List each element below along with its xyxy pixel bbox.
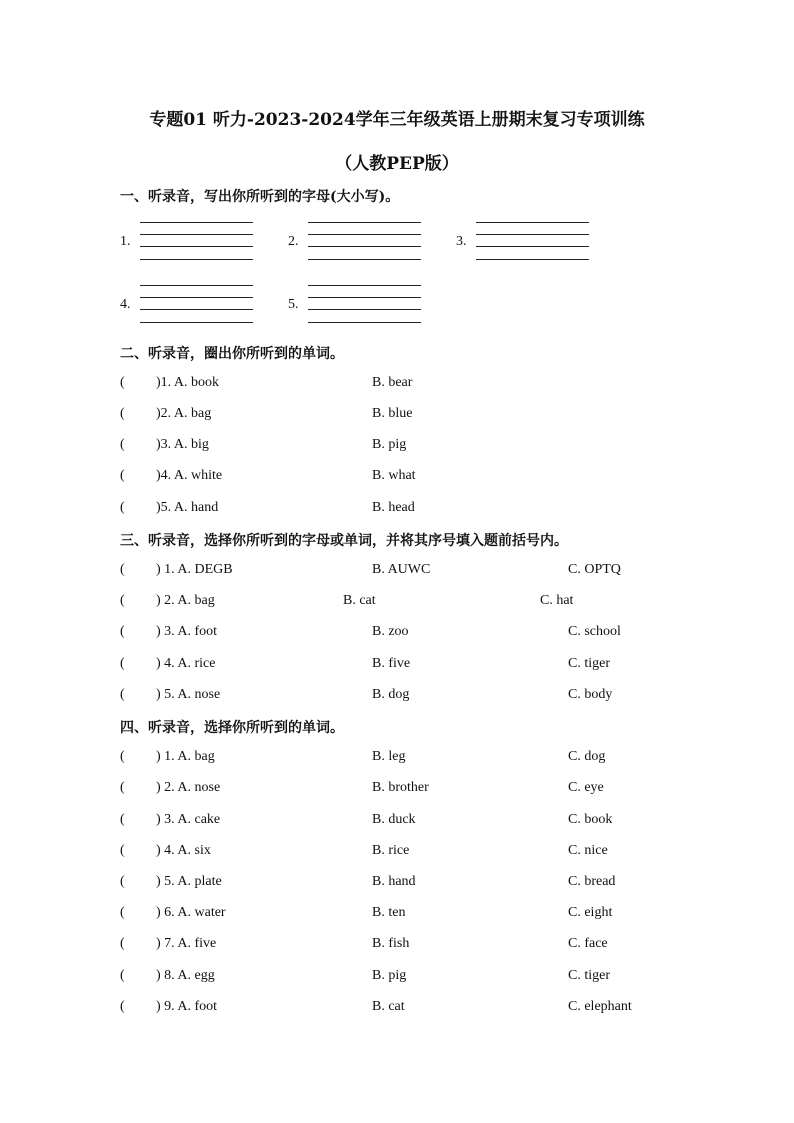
writing-line[interactable] (308, 285, 421, 286)
option-c: C. nice (568, 843, 608, 858)
option-b: B. rice (372, 843, 410, 858)
option-b: B. what (372, 468, 416, 483)
writing-line[interactable] (140, 259, 253, 260)
question-row (120, 749, 720, 769)
writing-line[interactable] (476, 234, 589, 235)
option-c: C. face (568, 936, 608, 951)
option-a: ) 7. A. five (156, 936, 217, 951)
answer-bracket[interactable]: ( (120, 936, 125, 951)
writing-line[interactable] (308, 246, 421, 247)
option-a: ) 5. A. plate (156, 874, 222, 889)
option-a: ) 1. A. bag (156, 749, 215, 764)
option-a: ) 3. A. cake (156, 812, 221, 827)
answer-bracket[interactable]: ( (120, 468, 125, 483)
option-c: C. hat (540, 593, 574, 608)
option-a: ) 4. A. rice (156, 656, 216, 671)
section3-heading: 三、听录音，选择你所听到的字母或单词，并将其序号填入题前括号内。 (120, 533, 568, 549)
writing-line[interactable] (308, 322, 421, 323)
option-b: B. brother (372, 780, 429, 795)
letter-item-number: 2. (288, 234, 299, 249)
question-row (120, 874, 720, 894)
option-a: )2. A. bag (156, 406, 212, 421)
option-a: ) 8. A. egg (156, 968, 215, 983)
option-a: ) 5. A. nose (156, 687, 221, 702)
option-b: B. head (372, 500, 415, 515)
option-c: C. eight (568, 905, 613, 920)
answer-bracket[interactable]: ( (120, 624, 125, 639)
question-row (120, 375, 720, 395)
document-subtitle: （人教PEP版） (335, 154, 459, 174)
option-a: )5. A. hand (156, 500, 219, 515)
question-row (120, 780, 720, 800)
option-c: C. book (568, 812, 613, 827)
writing-line[interactable] (476, 222, 589, 223)
question-row (120, 562, 720, 582)
option-b: B. cat (372, 999, 405, 1014)
answer-bracket[interactable]: ( (120, 687, 125, 702)
option-c: C. tiger (568, 656, 610, 671)
section2-heading: 二、听录音，圈出你所听到的单词。 (120, 346, 344, 362)
answer-bracket[interactable]: ( (120, 905, 125, 920)
option-b: B. cat (343, 593, 376, 608)
option-b: B. bear (372, 375, 413, 390)
question-row (120, 687, 720, 707)
option-c: C. tiger (568, 968, 610, 983)
section4-heading: 四、听录音，选择你所听到的单词。 (120, 720, 344, 736)
option-c: C. bread (568, 874, 616, 889)
letter-item-number: 3. (456, 234, 467, 249)
option-b: B. pig (372, 968, 407, 983)
option-a: )3. A. big (156, 437, 209, 452)
question-row (120, 500, 720, 520)
question-row (120, 999, 720, 1019)
question-row (120, 437, 720, 457)
writing-line[interactable] (308, 309, 421, 310)
option-c: C. body (568, 687, 613, 702)
option-b: B. zoo (372, 624, 409, 639)
option-a: )4. A. white (156, 468, 223, 483)
option-b: B. duck (372, 812, 416, 827)
answer-bracket[interactable]: ( (120, 437, 125, 452)
question-row (120, 843, 720, 863)
option-a: ) 2. A. bag (156, 593, 215, 608)
document-title: 专题01 听力-2023-2024学年三年级英语上册期末复习专项训练 (149, 110, 645, 130)
question-row (120, 624, 720, 644)
question-row (120, 812, 720, 832)
option-c: C. OPTQ (568, 562, 621, 577)
option-a: ) 3. A. foot (156, 624, 218, 639)
writing-line[interactable] (140, 234, 253, 235)
answer-bracket[interactable]: ( (120, 999, 125, 1014)
answer-bracket[interactable]: ( (120, 780, 125, 795)
question-row (120, 406, 720, 426)
answer-bracket[interactable]: ( (120, 874, 125, 889)
option-a: ) 1. A. DEGB (156, 562, 233, 577)
answer-bracket[interactable]: ( (120, 968, 125, 983)
writing-line[interactable] (308, 297, 421, 298)
option-b: B. ten (372, 905, 406, 920)
option-b: B. blue (372, 406, 413, 421)
option-b: B. pig (372, 437, 407, 452)
question-row (120, 656, 720, 676)
option-c: C. elephant (568, 999, 632, 1014)
writing-line[interactable] (476, 246, 589, 247)
answer-bracket[interactable]: ( (120, 375, 125, 390)
answer-bracket[interactable]: ( (120, 500, 125, 515)
question-row (120, 968, 720, 988)
writing-line[interactable] (140, 246, 253, 247)
writing-line[interactable] (308, 222, 421, 223)
question-row (120, 936, 720, 956)
question-row (120, 905, 720, 925)
question-row (120, 468, 720, 488)
option-b: B. AUWC (372, 562, 431, 577)
option-a: ) 2. A. nose (156, 780, 221, 795)
answer-bracket[interactable]: ( (120, 406, 125, 421)
writing-line[interactable] (140, 222, 253, 223)
option-a: ) 9. A. foot (156, 999, 218, 1014)
option-a: ) 6. A. water (156, 905, 226, 920)
answer-bracket[interactable]: ( (120, 812, 125, 827)
letter-item-number: 1. (120, 234, 131, 249)
writing-line[interactable] (140, 322, 253, 323)
answer-bracket[interactable]: ( (120, 749, 125, 764)
option-a: )1. A. book (156, 375, 219, 390)
option-b: B. five (372, 656, 411, 671)
writing-line[interactable] (476, 259, 589, 260)
option-c: C. school (568, 624, 621, 639)
answer-bracket[interactable]: ( (120, 656, 125, 671)
answer-bracket[interactable]: ( (120, 593, 125, 608)
option-b: B. fish (372, 936, 410, 951)
option-c: C. dog (568, 749, 606, 764)
writing-line[interactable] (140, 285, 253, 286)
question-row (120, 593, 720, 613)
option-c: C. eye (568, 780, 604, 795)
writing-line[interactable] (140, 309, 253, 310)
answer-bracket[interactable]: ( (120, 843, 125, 858)
option-b: B. hand (372, 874, 416, 889)
option-b: B. dog (372, 687, 410, 702)
writing-line[interactable] (308, 259, 421, 260)
option-b: B. leg (372, 749, 406, 764)
writing-line[interactable] (140, 297, 253, 298)
answer-bracket[interactable]: ( (120, 562, 125, 577)
letter-item-number: 4. (120, 297, 131, 312)
section1-heading: 一、听录音，写出你所听到的字母(大小写)。 (120, 189, 400, 205)
writing-line[interactable] (308, 234, 421, 235)
letter-item-number: 5. (288, 297, 299, 312)
option-a: ) 4. A. six (156, 843, 211, 858)
